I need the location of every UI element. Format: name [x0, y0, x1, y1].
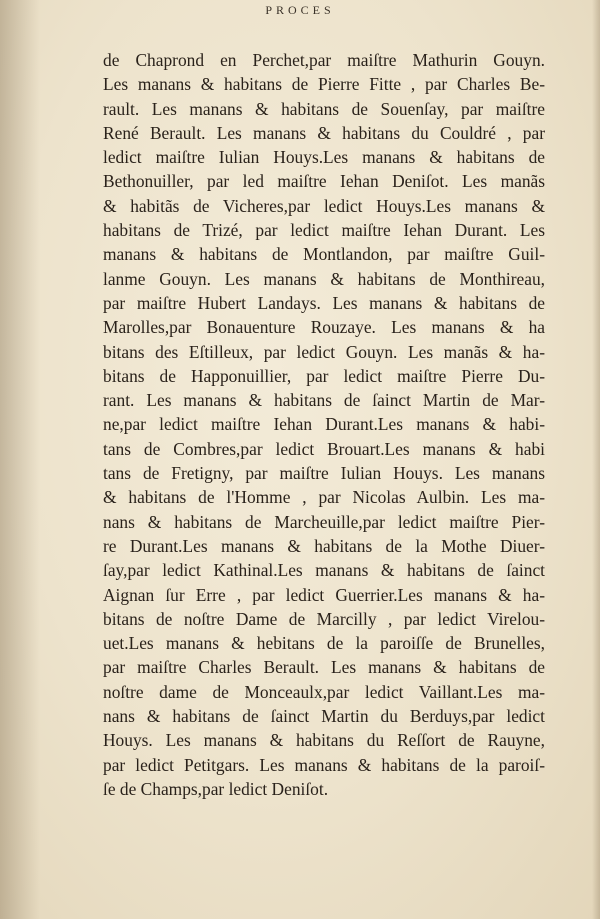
text-line: par ledict Petitgars. Les manans & habitans de la paroiſ- — [103, 754, 545, 775]
text-line: par maiſtre Charles Berault. Les manans & habitans de — [103, 657, 545, 678]
body-text — [103, 48, 545, 801]
text-line: ſe de Champs,par ledict Deniſot. — [103, 778, 329, 799]
text-line: bitans de Happonuillier, par ledict maiſtre Pierre Du- — [103, 365, 545, 386]
text-line: ledict maiſtre Iulian Houys.Les manans & habitans de — [103, 147, 545, 168]
text-line: habitans de Trizé, par ledict maiſtre Iehan Durant. Les — [103, 220, 545, 241]
text-line: Houys. Les manans & habitans du Reſſort de Rauyne, — [103, 730, 545, 751]
text-line: & habitãs de Vicheres,par ledict Houys.Les manans & — [103, 195, 545, 216]
text-line: manans & habitans de Montlandon, par maiſtre Guil- — [103, 244, 545, 265]
page-edge — [592, 0, 600, 919]
text-line: bitans de noſtre Dame de Marcilly , par ledict Virelou- — [103, 608, 545, 629]
text-line: tans de Fretigny, par maiſtre Iulian Houys. Les manans — [103, 463, 545, 484]
text-line: Aignan ſur Erre , par ledict Guerrier.Les manans & ha- — [103, 584, 545, 605]
text-line: ne,par ledict maiſtre Iehan Durant.Les manans & habi- — [103, 414, 545, 435]
text-line: re Durant.Les manans & habitans de la Mothe Diuer- — [103, 535, 545, 556]
text-line: rant. Les manans & habitans de ſainct Martin de Mar- — [103, 390, 545, 411]
text-line: tans de Combres,par ledict Brouart.Les manans & habi — [103, 438, 545, 459]
text-line: uet.Les manans & hebitans de la paroiſſe de Brunelles, — [103, 633, 545, 654]
text-line: Bethonuiller, par led maiſtre Iehan Deniſot. Les manãs — [103, 171, 545, 192]
text-line: Marolles,par Bonauenture Rouzaye. Les manans & ha — [103, 317, 545, 338]
text-line: & habitans de l'Homme , par Nicolas Aulbin. Les ma- — [103, 487, 545, 508]
text-line: nans & habitans de Marcheuille,par ledict maiſtre Pier- — [103, 511, 545, 532]
binding-gutter-shadow — [0, 0, 40, 919]
text-line: de Chaprond en Perchet,par maiſtre Mathurin Gouyn. — [103, 50, 545, 70]
text-line: Les manans & habitans de Pierre Fitte , par Charles Be- — [103, 74, 545, 95]
text-line: par maiſtre Hubert Landays. Les manans & habitans de — [103, 292, 545, 313]
running-title: PROCES — [265, 3, 335, 17]
text-line: rault. Les manans & habitans de Souenſay, par maiſtre — [103, 98, 545, 119]
text-line: ſay,par ledict Kathinal.Les manans & habitans de ſainct — [103, 560, 545, 581]
text-line: lanme Gouyn. Les manans & habitans de Monthireau, — [103, 268, 545, 289]
text-line: René Berault. Les manans & habitans du Couldré , par — [103, 122, 545, 143]
text-line: bitans des Eſtilleux, par ledict Gouyn. Les manãs & ha- — [103, 341, 545, 362]
text-line: nans & habitans de ſainct Martin du Berduys,par ledict — [103, 706, 545, 727]
text-line: noſtre dame de Monceaulx,par ledict Vaillant.Les ma- — [103, 681, 545, 702]
